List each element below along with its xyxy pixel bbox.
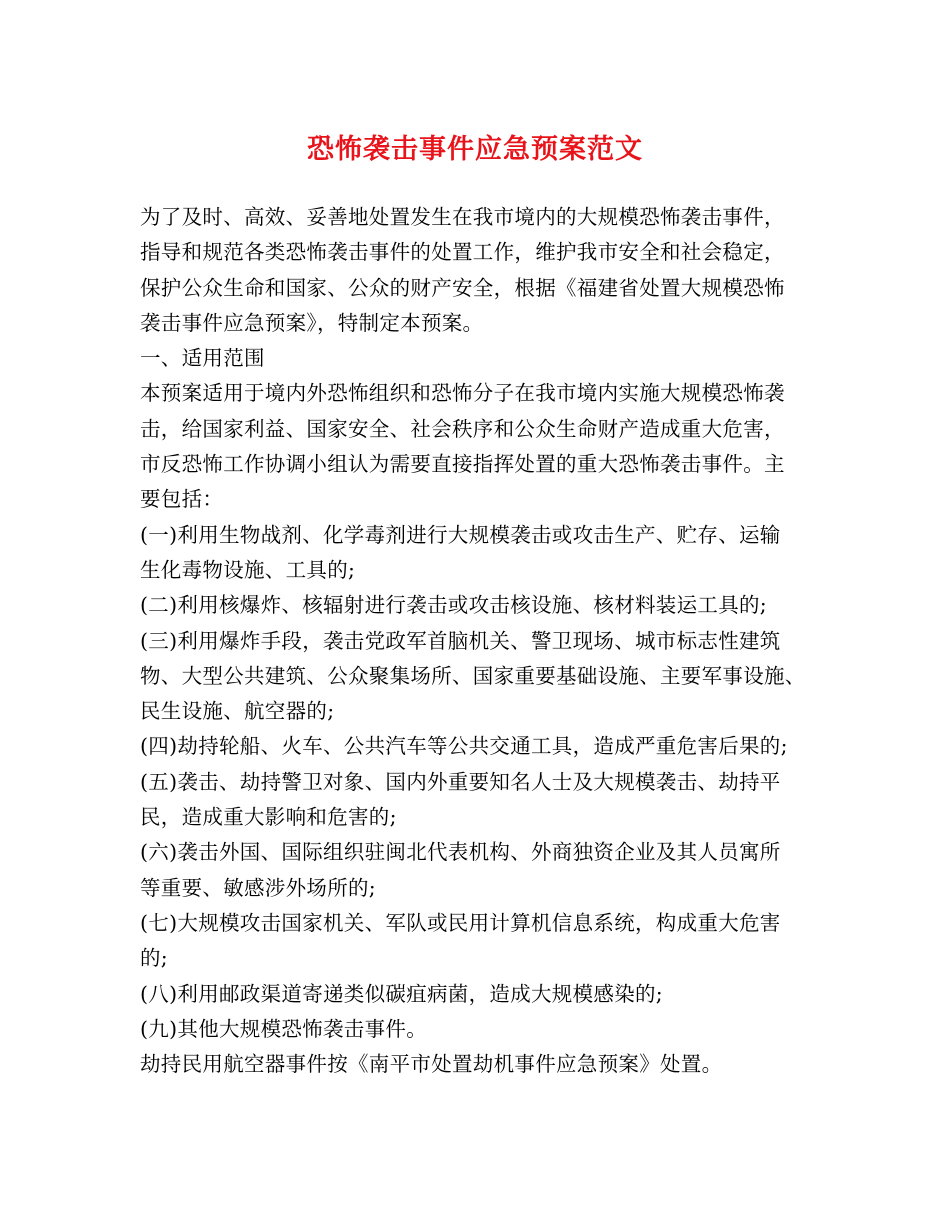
text-line: 物、大型公共建筑、公众聚集场所、国家重要基础设施、主要军事设施、 (140, 663, 806, 688)
text-line: (九)其他大规模恐怖袭击事件。 (140, 1016, 427, 1041)
text-line: 的; (140, 946, 169, 971)
text-line: 保护公众生命和国家、公众的财产安全，根据《福建省处置大规模恐怖 (140, 275, 785, 300)
text-line: 本预案适用于境内外恐怖组织和恐怖分子在我市境内实施大规模恐怖袭 (140, 381, 785, 406)
text-line: (七)大规模攻击国家机关、军队或民用计算机信息系统，构成重大危害 (140, 910, 781, 935)
text-line: 市反恐怖工作协调小组认为需要直接指挥处置的重大恐怖袭击事件。主 (140, 452, 785, 477)
text-line: 一、适用范围 (140, 346, 265, 371)
text-line: 要包括： (140, 487, 224, 512)
document-title: 恐怖袭击事件应急预案范文 (307, 134, 643, 165)
text-line: 劫持民用航空器事件按《南平市处置劫机事件应急预案》处置。 (140, 1052, 723, 1077)
text-line: (四)劫持轮船、火车、公共汽车等公共交通工具，造成严重危害后果的; (140, 734, 788, 759)
text-line: (五)袭击、劫持警卫对象、国内外重要知名人士及大规模袭击、劫持平 (140, 769, 781, 794)
text-line: (八)利用邮政渠道寄递类似碳疽病菌，造成大规模感染的; (140, 981, 664, 1006)
text-line: (一)利用生物战剂、化学毒剂进行大规模袭击或攻击生产、贮存、运输 (140, 522, 781, 547)
text-line: (三)利用爆炸手段，袭击党政军首脑机关、警卫现场、城市标志性建筑 (140, 628, 781, 653)
text-line: 击，给国家利益、国家安全、社会秩序和公众生命财产造成重大危害， (140, 416, 785, 441)
text-line: 为了及时、高效、妥善地处置发生在我市境内的大规模恐怖袭击事件， (140, 205, 785, 229)
text-line: 生化毒物设施、工具的; (140, 557, 356, 582)
text-line: 民，造成重大影响和危害的; (140, 805, 397, 830)
document-body (140, 200, 830, 1082)
text-line: 民生设施、航空器的; (140, 699, 335, 724)
text-line: 指导和规范各类恐怖袭击事件的处置工作，维护我市安全和社会稳定， (140, 240, 785, 265)
text-line: (二)利用核爆炸、核辐射进行袭击或攻击核设施、核材料装运工具的; (140, 593, 768, 618)
text-line: 袭击事件应急预案》，特制定本预案。 (140, 310, 484, 335)
text-line: 等重要、敏感涉外场所的; (140, 875, 377, 900)
text-line: (六)袭击外国、国际组织驻闽北代表机构、外商独资企业及其人员寓所 (140, 840, 781, 865)
